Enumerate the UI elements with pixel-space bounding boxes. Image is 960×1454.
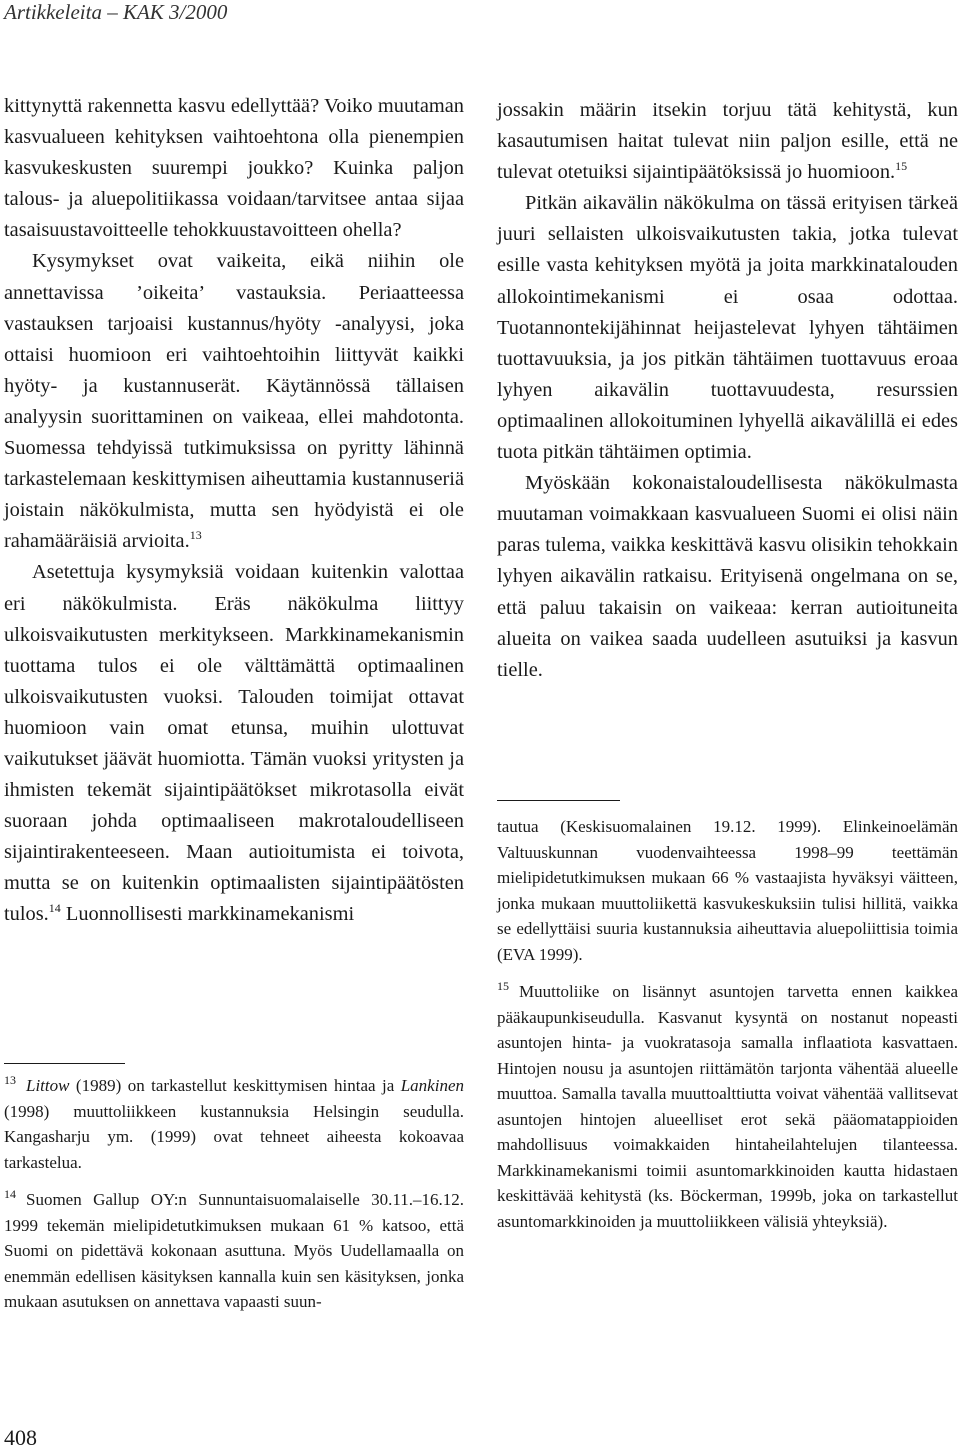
right-column <box>497 95 958 686</box>
footnote-author: Lankinen <box>400 1076 464 1095</box>
footnote-ref: 14 <box>48 901 61 916</box>
footnote-text: (1998) muuttoliikkeen kustannuksia Helsingin seudulla. Kangasharju ym. (1999) ovat tehneet aiheesta kokoavaa tarkastelua. <box>4 1101 464 1172</box>
footnote-number: 14 <box>4 1187 16 1202</box>
paragraph: kittynyttä rakennetta kasvu edellyttää? Voiko muutaman kasvualueen kehityksen vaihtoehtona olla pienempien kasvukeskusten suurempi joukko? Kuinka paljon talous- ja aluepolitiikassa voidaan/tarvitsee antaa sijaa tasaisuustavoitteelle tehokkuustavoitteen ohella? <box>4 95 464 242</box>
footnotes-right <box>497 814 958 1234</box>
paragraph-text: jossakin määrin itsekin torjuu tätä kehitystä, kun kasautumisen haitat tulevat niin paljon esille, että ne tulevat otetuiksi sijaintipäätöksissä jo huomioon. <box>497 99 958 184</box>
footnote-14 <box>4 1187 464 1315</box>
page-number: 408 <box>4 1425 37 1450</box>
paragraph <box>4 557 464 930</box>
footnote-ref: 13 <box>189 528 202 543</box>
paragraph-text: Kysymykset ovat vaikeita, eikä niihin ole annettavissa ’oikeita’ vastauksia. Periaatteessa vastauksen tarjoaisi kustannus/hyöty -analyysi, joka ottaisi huomioon eri vaihtoehtoihin liittyvät kaikki hyöty- ja kustannuserät. Käytännössä tällaisen analyysin suorittaminen on vaikeaa, ellei mahdotonta. Suomessa tehdyissä tutkimuksissa on pyritty lähinnä tarkastelemaan keskittymisen aiheuttamia kustannuseriä joistain näkökulmista, mutta sen hyödyistä ei ole rahamääräisiä arvioita. <box>4 250 464 553</box>
footnote-text: (1989) on tarkastellut keskittymisen hintaa ja <box>69 1076 401 1095</box>
paragraph <box>497 95 958 188</box>
footnote-number: 15 <box>497 979 509 994</box>
footnote-14-continued: tautua (Keskisuomalainen 19.12. 1999). Elinkeinoelämän Valtuuskunnan vuodenvaihteessa 1998–99 teettämän mielipidetutkimuksen mukaan 66 % vastaajista hyväksyi väitteen, jonka mukaan muuttoliikettä kasvukeskuksiin tulisi hillitä, vaikka se edellyttäisi suuria kustannuksia aiheuttavia aluepoliittisia toimia (EVA 1999). <box>497 817 958 964</box>
paragraph: Myöskään kokonaistaloudellisesta näkökulmasta muutaman voimakkaan kasvualueen Suomi ei olisi näin paras tulema, vaikka keskittävä kasvu olisikin tehokkain lyhyen aikavälin ratkaisu. Erityisenä ongelmana on se, että paluu takaisin on vaikeaa: kerran autioituneita alueita on vaikea saada uudelleen asutuiksi ja kasvun tielle. <box>497 472 958 681</box>
footnote-author: Littow <box>26 1076 70 1095</box>
footnote-ref: 15 <box>895 159 908 174</box>
footnote-divider <box>4 1063 125 1064</box>
footnote-number: 13 <box>4 1073 16 1088</box>
paragraph-text: Asetettuja kysymyksiä voidaan kuitenkin valottaa eri näkökulmista. Eräs näkökulma liittyy ulkoisvaikutusten merkitykseen. Markkinamekanismin tuottama tulos ei ole välttämättä optimaalinen ulkoisvaikutusten vuoksi. Talouden toimijat ottavat huomioon vain omat etunsa, muihin ulottuvat vaikutukset jäävät huomiotta. Tämän vuoksi yritysten ja ihmisten tekemät sijaintipäätökset mikrotasolla eivät suoraan johda optimaaliseen makrotaloudelliseen sijaintirakenteeseen. Maan autioitumista ei toivota, mutta se on kuitenkin optimaalisten sijaintipäätösten tulos. <box>4 561 464 926</box>
footnote-13 <box>4 1073 464 1175</box>
footnote-divider <box>497 800 620 801</box>
paragraph-text: Luonnollisesti markkinamekanismi <box>65 903 355 926</box>
footnote-15 <box>497 979 958 1234</box>
running-header: Artikkeleita – KAK 3/2000 <box>4 0 228 24</box>
footnote-text: Muuttoliike on lisännyt asuntojen tarvetta ennen kaikkea pääkaupunkiseudulla. Kasvanut kysyntä on nostanut nopeasti asuntojen hinta- ja vuokratasoja samalla inflaatiota kasvattaen. Hintojen nousu ja asuntojen riittämätön tarjonta vähentää alueelle muuttoa. Samalla tavalla muuttoalttiutta voivat vähentää vallitsevat asuntojen hintojen alueelliset erot sekä pääomatappioiden mahdollisuus voimakkaiden hintaheilahtelujen tilanteessa. Markkinamekanismi toimii asuntomarkkinoiden kautta hidastaen keskittävää kehitystä (ks. Böckerman, 1999b, joka on tarkastellut asuntomarkkinoiden ja muuttoliikkeen välisiä yhteyksiä). <box>497 982 958 1231</box>
paragraph <box>4 246 464 557</box>
paragraph: Pitkän aikavälin näkökulma on tässä erityisen tärkeä juuri sellaisten ulkoisvaikutusten takia, jotka tulevat esille vasta kehityksen myötä ja joita markkinatalouden allokointimekanismi ei osaa odottaa. Tuotannontekijähinnat heijastelevat lyhyen tähtäimen tuottavuuksia, ja jos pitkän tähtäimen tuottavuus eroaa lyhyen aikavälin tuottavuudesta, resurssien optimaalinen allokoituminen lyhyellä aikavälillä ei edes tuota pitkän tähtäimen optimia. <box>497 192 958 464</box>
footnote-text: Suomen Gallup OY:n Sunnuntaisuomalaiselle 30.11.–16.12. 1999 tekemän mielipidetutkimuksen mukaan 61 % katsoo, että Suomi on pidettävä kokonaan asuttuna. Myös Uudellamaalla on enemmän edellisen käsityksen kannalla kuin sen käsityksen, jonka mukaan asutuksen on annettava vapaasti suun- <box>4 1190 464 1311</box>
left-column <box>4 91 464 931</box>
footnotes-left <box>4 1073 464 1315</box>
